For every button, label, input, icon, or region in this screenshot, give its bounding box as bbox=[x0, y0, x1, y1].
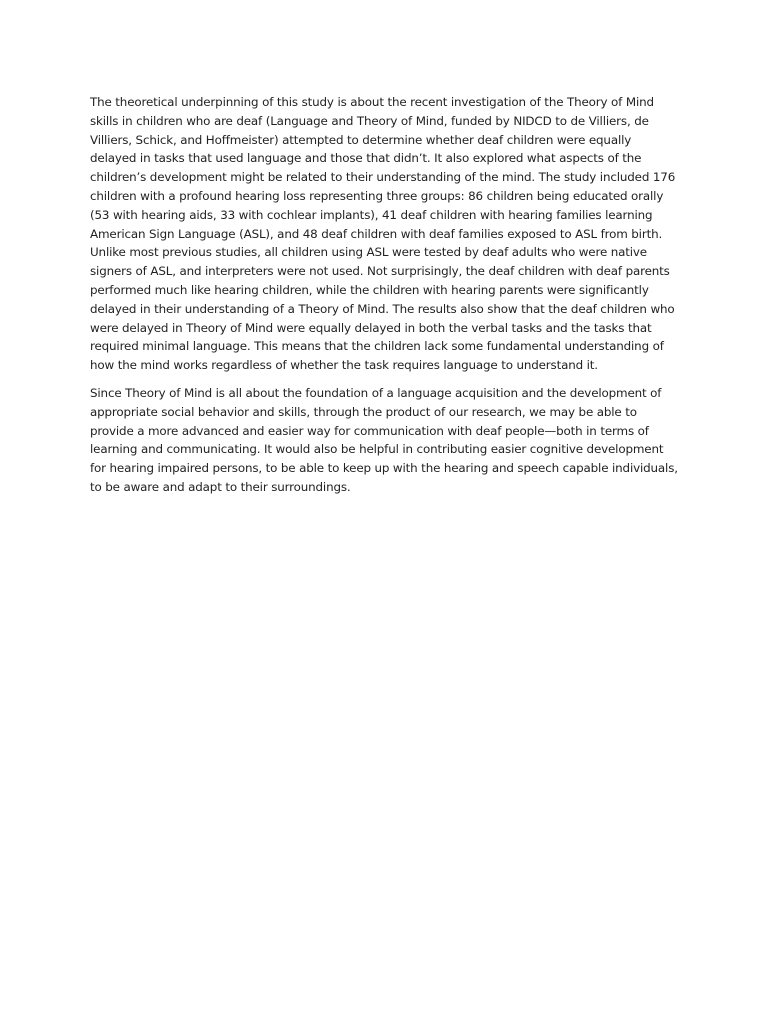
paragraph-theory-of-mind-study: The theoretical underpinning of this study is about the recent investigation of the Theory of Mind skills in children who are deaf (Language and Theory of Mind, funded by NIDCD to de Villiers, de Villiers, Schick, and Hoffmeister) attempted to determine whether deaf children were equally delayed in tasks that used language and those that didn’t. It also explored what aspects of the children’s development might be related to their understanding of the mind. The study included 176 children with a profound hearing loss representing three groups: 86 children being educated orally (53 with hearing aids, 33 with cochlear implants), 41 deaf children with hearing families learning American Sign Language (ASL), and 48 deaf children with deaf families exposed to ASL from birth. Unlike most previous studies, all children using ASL were tested by deaf adults who were native signers of ASL, and interpreters were not used. Not surprisingly, the deaf children with deaf parents performed much like hearing children, while the children with hearing parents were significantly delayed in their understanding of a Theory of Mind. The results also show that the deaf children who were delayed in Theory of Mind were equally delayed in both the verbal tasks and the tasks that required minimal language. This means that the children lack some fundamental understanding of how the mind works regardless of whether the task requires language to understand it. bbox=[90, 95, 676, 373]
paragraph-research-application: Since Theory of Mind is all about the foundation of a language acquisition and the development of appropriate social behavior and skills, through the product of our research, we may be able to provide a more advanced and easier way for communication with deaf people—both in terms of learning and communicating. It would also be helpful in contributing easier cognitive development for hearing impaired persons, to be able to keep up with the hearing and speech capable individuals, to be aware and adapt to their surroundings. bbox=[90, 385, 678, 494]
document-body bbox=[90, 93, 678, 506]
